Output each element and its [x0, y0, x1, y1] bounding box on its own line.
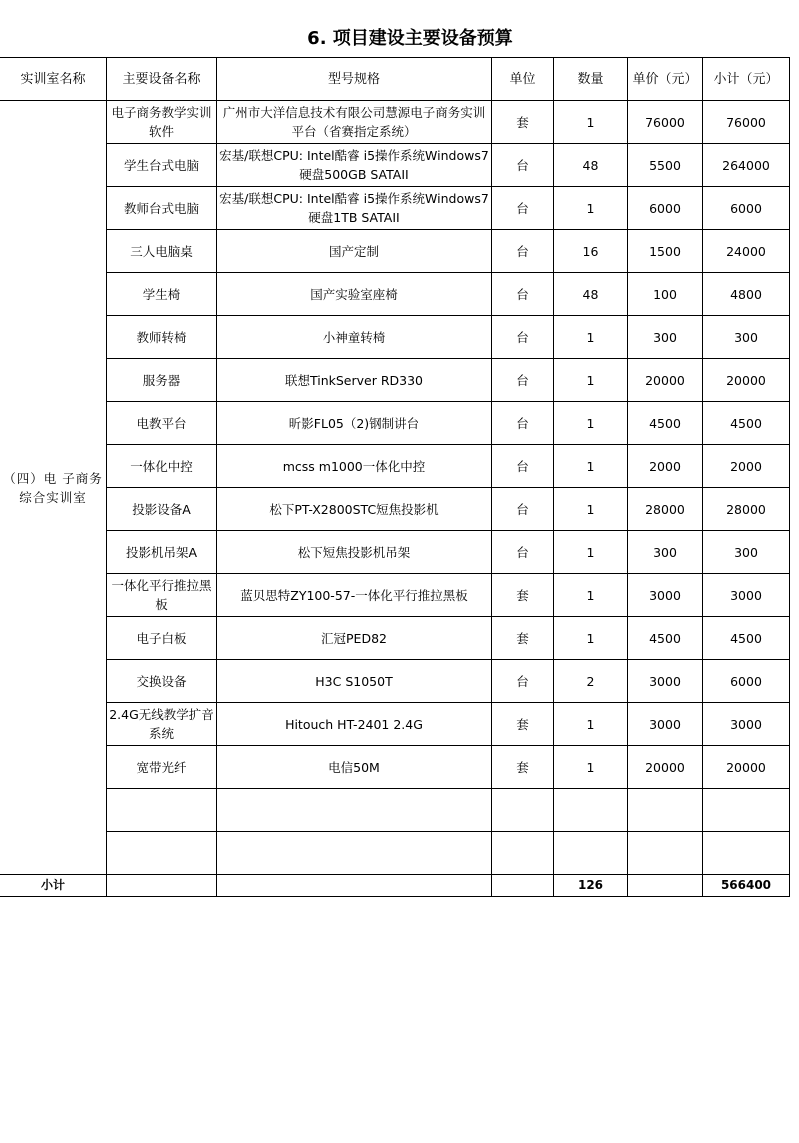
unit-cell: 套 [492, 574, 554, 617]
qty-cell [554, 789, 628, 832]
equipment-name-cell: 一体化平行推拉黑板 [107, 574, 217, 617]
total-subtotal-cell: 566400 [703, 875, 790, 897]
price-cell: 2000 [628, 445, 703, 488]
equipment-name-cell: 投影设备A [107, 488, 217, 531]
price-cell: 3000 [628, 574, 703, 617]
header-subtotal: 小计（元） [703, 58, 790, 101]
unit-cell: 套 [492, 746, 554, 789]
header-equipment: 主要设备名称 [107, 58, 217, 101]
subtotal-cell: 300 [703, 531, 790, 574]
equipment-name-cell: 学生椅 [107, 273, 217, 316]
unit-cell: 套 [492, 101, 554, 144]
table-row [0, 746, 790, 789]
header-qty: 数量 [554, 58, 628, 101]
table-row [0, 832, 790, 875]
table-row [0, 703, 790, 746]
header-price: 单价（元） [628, 58, 703, 101]
unit-cell: 台 [492, 359, 554, 402]
unit-cell: 台 [492, 187, 554, 230]
subtotal-cell: 2000 [703, 445, 790, 488]
equipment-name-cell [107, 832, 217, 875]
subtotal-cell: 20000 [703, 746, 790, 789]
spec-cell: 小神童转椅 [217, 316, 492, 359]
subtotal-cell: 3000 [703, 574, 790, 617]
subtotal-cell [703, 832, 790, 875]
equipment-name-cell: 教师转椅 [107, 316, 217, 359]
table-row [0, 359, 790, 402]
spec-cell: H3C S1050T [217, 660, 492, 703]
spec-cell [217, 832, 492, 875]
subtotal-cell: 76000 [703, 101, 790, 144]
spec-cell: 国产实验室座椅 [217, 273, 492, 316]
equipment-name-cell: 交换设备 [107, 660, 217, 703]
spec-cell: 松下短焦投影机吊架 [217, 531, 492, 574]
spec-cell: 松下PT-X2800STC短焦投影机 [217, 488, 492, 531]
spec-cell: 宏基/联想CPU: Intel酷睿 i5操作系统Windows7硬盘1TB SATAII [217, 187, 492, 230]
price-cell: 4500 [628, 402, 703, 445]
equipment-name-cell: 电子白板 [107, 617, 217, 660]
unit-cell: 套 [492, 703, 554, 746]
qty-cell: 1 [554, 101, 628, 144]
spec-cell: mcss m1000一体化中控 [217, 445, 492, 488]
header-unit: 单位 [492, 58, 554, 101]
equipment-name-cell: 服务器 [107, 359, 217, 402]
equipment-name-cell: 一体化中控 [107, 445, 217, 488]
table-row [0, 230, 790, 273]
table-header-row [0, 58, 790, 101]
table-row [0, 617, 790, 660]
table-row [0, 316, 790, 359]
qty-cell: 1 [554, 402, 628, 445]
total-empty-cell [628, 875, 703, 897]
qty-cell: 1 [554, 187, 628, 230]
equipment-name-cell: 2.4G无线教学扩音系统 [107, 703, 217, 746]
price-cell: 3000 [628, 660, 703, 703]
equipment-name-cell: 学生台式电脑 [107, 144, 217, 187]
total-empty-cell [217, 875, 492, 897]
qty-cell: 16 [554, 230, 628, 273]
unit-cell [492, 789, 554, 832]
table-row [0, 531, 790, 574]
price-cell: 6000 [628, 187, 703, 230]
table-row [0, 402, 790, 445]
qty-cell: 48 [554, 273, 628, 316]
table-row [0, 187, 790, 230]
unit-cell: 台 [492, 144, 554, 187]
price-cell [628, 789, 703, 832]
qty-cell: 1 [554, 531, 628, 574]
equipment-name-cell: 电教平台 [107, 402, 217, 445]
price-cell: 100 [628, 273, 703, 316]
equipment-name-cell: 教师台式电脑 [107, 187, 217, 230]
spec-cell: 宏基/联想CPU: Intel酷睿 i5操作系统Windows7硬盘500GB SATAII [217, 144, 492, 187]
qty-cell: 1 [554, 359, 628, 402]
qty-cell: 1 [554, 445, 628, 488]
price-cell: 20000 [628, 359, 703, 402]
equipment-name-cell: 投影机吊架A [107, 531, 217, 574]
table-row [0, 789, 790, 832]
unit-cell: 台 [492, 230, 554, 273]
total-label-cell: 小计 [0, 875, 107, 897]
subtotal-cell: 24000 [703, 230, 790, 273]
unit-cell: 台 [492, 488, 554, 531]
spec-cell: 电信50M [217, 746, 492, 789]
page-title: 6. 项目建设主要设备预算 [307, 28, 513, 49]
subtotal-cell: 6000 [703, 187, 790, 230]
qty-cell: 1 [554, 316, 628, 359]
price-cell: 4500 [628, 617, 703, 660]
spec-cell: 广州市大洋信息技术有限公司慧源电子商务实训平台（省赛指定系统） [217, 101, 492, 144]
qty-cell [554, 832, 628, 875]
subtotal-cell: 6000 [703, 660, 790, 703]
spec-cell: 汇冠PED82 [217, 617, 492, 660]
price-cell: 20000 [628, 746, 703, 789]
unit-cell: 台 [492, 531, 554, 574]
subtotal-cell: 300 [703, 316, 790, 359]
equipment-budget-table [0, 57, 790, 897]
header-spec: 型号规格 [217, 58, 492, 101]
spec-cell: 昕影FL05（2)钢制讲台 [217, 402, 492, 445]
subtotal-cell [703, 789, 790, 832]
total-empty-cell [492, 875, 554, 897]
qty-cell: 1 [554, 746, 628, 789]
subtotal-cell: 4800 [703, 273, 790, 316]
table-row [0, 273, 790, 316]
total-empty-cell [107, 875, 217, 897]
total-row [0, 875, 790, 897]
price-cell: 76000 [628, 101, 703, 144]
subtotal-cell: 4500 [703, 402, 790, 445]
subtotal-cell: 3000 [703, 703, 790, 746]
unit-cell: 套 [492, 617, 554, 660]
total-qty-cell: 126 [554, 875, 628, 897]
qty-cell: 48 [554, 144, 628, 187]
room-name-cell: （四）电 子商务综合实训室 [0, 101, 107, 875]
unit-cell: 台 [492, 316, 554, 359]
spec-cell [217, 789, 492, 832]
spec-cell: 国产定制 [217, 230, 492, 273]
subtotal-cell: 264000 [703, 144, 790, 187]
table-row [0, 445, 790, 488]
table-row [0, 660, 790, 703]
qty-cell: 1 [554, 703, 628, 746]
equipment-name-cell [107, 789, 217, 832]
table-row [0, 574, 790, 617]
equipment-name-cell: 三人电脑桌 [107, 230, 217, 273]
price-cell: 300 [628, 531, 703, 574]
qty-cell: 1 [554, 617, 628, 660]
price-cell: 3000 [628, 703, 703, 746]
header-room: 实训室名称 [0, 58, 107, 101]
spec-cell: 联想TinkServer RD330 [217, 359, 492, 402]
qty-cell: 1 [554, 488, 628, 531]
equipment-name-cell: 宽带光纤 [107, 746, 217, 789]
unit-cell: 台 [492, 273, 554, 316]
subtotal-cell: 20000 [703, 359, 790, 402]
price-cell: 5500 [628, 144, 703, 187]
unit-cell: 台 [492, 660, 554, 703]
qty-cell: 1 [554, 574, 628, 617]
table-row [0, 101, 790, 144]
price-cell: 28000 [628, 488, 703, 531]
equipment-name-cell: 电子商务教学实训软件 [107, 101, 217, 144]
price-cell: 300 [628, 316, 703, 359]
price-cell: 1500 [628, 230, 703, 273]
table-row [0, 488, 790, 531]
unit-cell [492, 832, 554, 875]
price-cell [628, 832, 703, 875]
subtotal-cell: 4500 [703, 617, 790, 660]
subtotal-cell: 28000 [703, 488, 790, 531]
unit-cell: 台 [492, 402, 554, 445]
table-row [0, 144, 790, 187]
qty-cell: 2 [554, 660, 628, 703]
spec-cell: 蓝贝思特ZY100-57-一体化平行推拉黑板 [217, 574, 492, 617]
spec-cell: Hitouch HT-2401 2.4G [217, 703, 492, 746]
unit-cell: 台 [492, 445, 554, 488]
